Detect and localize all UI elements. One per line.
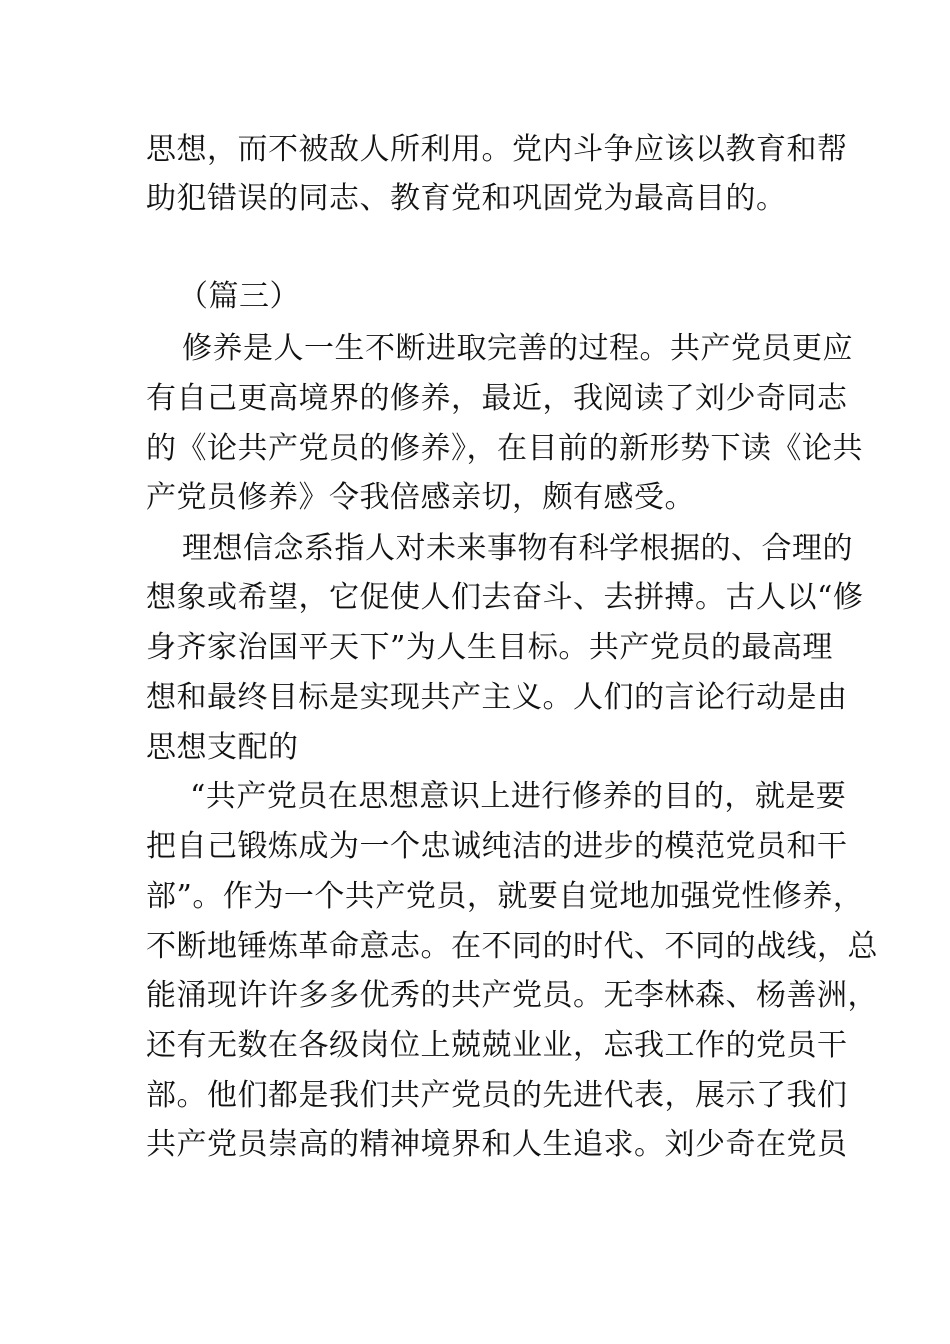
text-line: “共产党员在思想意识上进行修养的目的，就是要 [190, 779, 847, 814]
text-line: 不断地锤炼革命意志。在不同的时代、不同的战线，总 [146, 929, 878, 964]
text-line: 想象或希望，它促使人们去奋斗、去拼搏。古人以“修 [146, 580, 864, 615]
text-line: 能涌现许许多多优秀的共产党员。无李林森、杨善洲， [146, 978, 878, 1013]
section-heading: （篇三） [178, 279, 300, 314]
text-line: 修养是人一生不断进取完善的过程。共产党员更应 [182, 331, 853, 366]
text-line: 还有无数在各级岗位上兢兢业业，忘我工作的党员干 [146, 1028, 848, 1063]
text-line: 身齐家治国平天下”为人生目标。共产党员的最高理 [146, 630, 833, 665]
text-line: 理想信念系指人对未来事物有科学根据的、合理的 [182, 531, 853, 566]
text-line: 思想，而不被敌人所利用。党内斗争应该以教育和帮 [146, 132, 848, 167]
text-line: 把自己锻炼成为一个忠诚纯洁的进步的模范党员和干 [146, 829, 848, 864]
text-line: 助犯错误的同志、教育党和巩固党为最高目的。 [146, 181, 787, 216]
text-line: 产党员修养》令我倍感亲切，颇有感受。 [146, 480, 695, 515]
text-line: 的《论共产党员的修养》，在目前的新形势下读《论共 [146, 431, 863, 466]
text-line: 有自己更高境界的修养，最近，我阅读了刘少奇同志 [146, 381, 848, 416]
text-line: 共产党员崇高的精神境界和人生追求。刘少奇在党员 [146, 1127, 848, 1162]
text-line: 部。他们都是我们共产党员的先进代表，展示了我们 [146, 1078, 848, 1113]
text-line: 想和最终目标是实现共产主义。人们的言论行动是由 [146, 680, 848, 715]
text-line: 部”。作为一个共产党员，就要自觉地加强党性修养， [146, 879, 864, 914]
text-line: 思想支配的 [146, 730, 299, 765]
